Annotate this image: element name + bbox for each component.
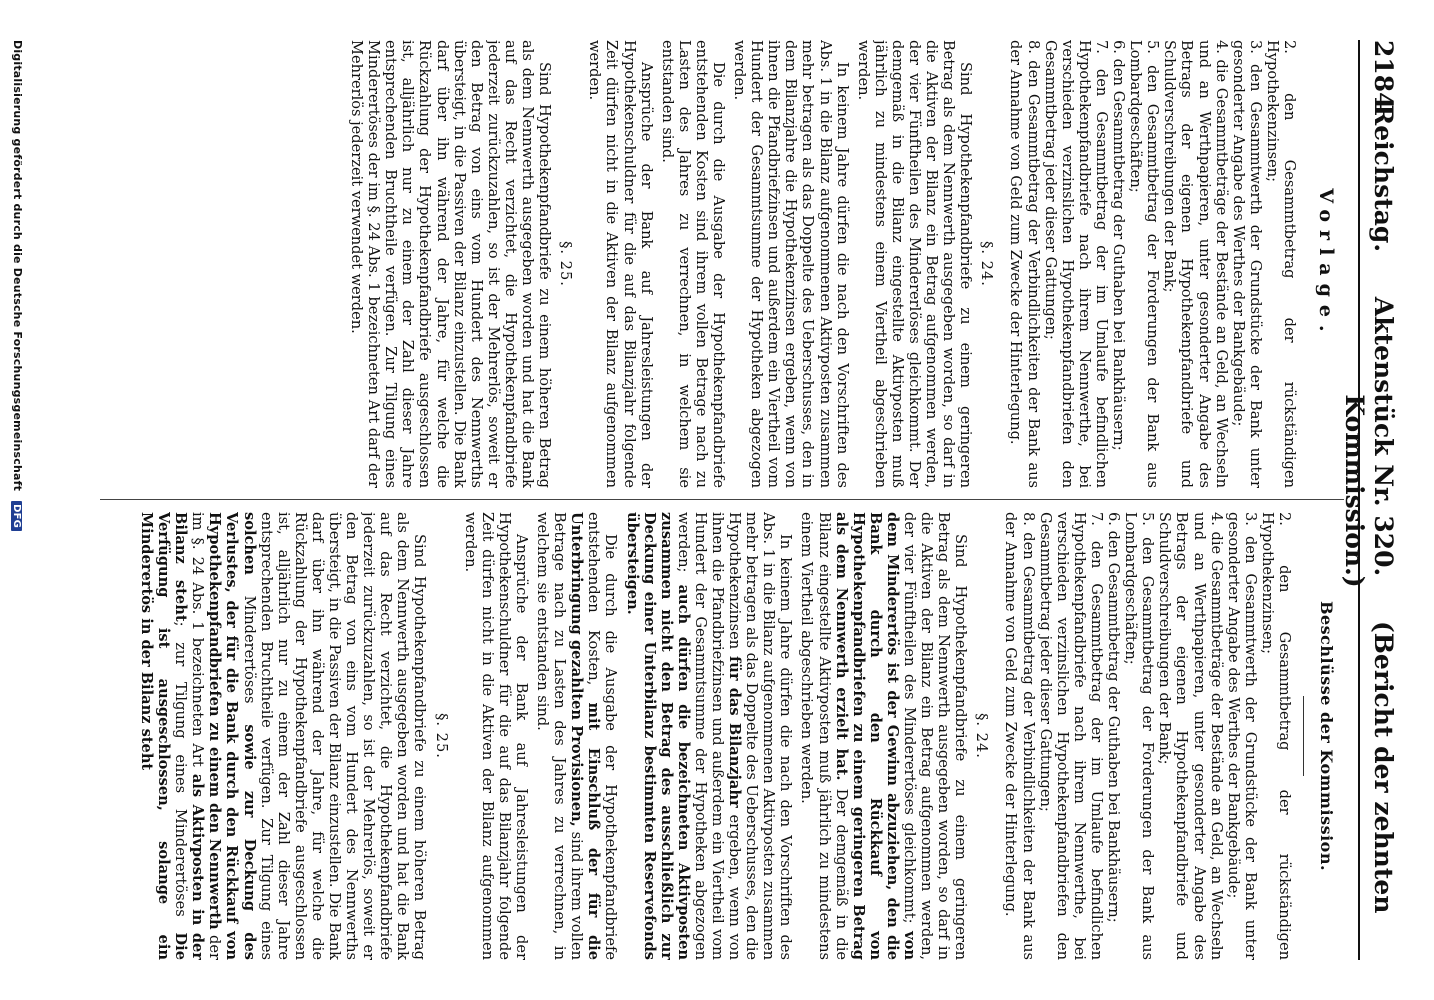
item-list-left bbox=[1007, 40, 1298, 488]
text-run: Minderertöses bbox=[240, 574, 258, 725]
list-item: 3. den Gesammtwerth der Grundstücke der Bank unter gesonderter Angabe des Werthes der Bankgebäude; bbox=[1224, 512, 1259, 960]
header-parliament: Reichstag. bbox=[1369, 104, 1398, 253]
digitization-note bbox=[11, 40, 24, 531]
amendment-text: von dem Minderertös ist der Gewinn abzuziehen, den die Bank durch den Rückkauf von Hypothekenpfandbriefen zu einem geringeren Betrag als dem Nennwerth erzielt hat. bbox=[832, 512, 919, 960]
amendment-text: auch dürfen die bezeichneten Aktivposten zusammen nicht den Betrag des ausschließlich zur Deckung einer Unterbilanz bestimmten Reservefonds übersteigen. bbox=[623, 512, 692, 960]
amendment-text: solchen bbox=[240, 512, 258, 575]
list-item: 8. den Gesammtbetrag der Verbindlichkeiten der Bank aus der Annahme von Geld zum Zwecke der Hinterlegung. bbox=[1007, 40, 1042, 488]
column-beschluesse bbox=[60, 512, 1344, 960]
section-title: §. 25. bbox=[557, 241, 575, 287]
list-item: 5. den Gesammtbetrag der Forderungen der Bank aus Lombardgeschäften; bbox=[1127, 40, 1162, 488]
list-item: 5. den Gesammtbetrag der Forderungen der Bank aus Lombardgeschäften; bbox=[1122, 512, 1157, 960]
page-number: 2184 bbox=[1369, 40, 1398, 110]
column-divider bbox=[100, 499, 1344, 500]
header-document: Aktenstück Nr. 320. bbox=[1369, 296, 1398, 577]
text-run: der im §. 24 Abs. 1 bezeichneten Art bbox=[189, 512, 224, 960]
amendment-text: als Aktivposten in der Bilanz steht bbox=[172, 512, 207, 960]
header-report-note: (Bericht der zehnten Kommission.) bbox=[1340, 394, 1398, 914]
list-item: 2. den Gesammtbetrag der rückständigen Hypothekenzinsen; bbox=[1263, 40, 1298, 488]
list-item: 6. den Gesammtbetrag der Guthaben bei Bankhäusern; bbox=[1110, 40, 1128, 451]
section-title: §. 24. bbox=[973, 713, 991, 759]
list-item: 4. die Gesammtbeträge der Bestände an Geld, an Wechseln und an Werthpapieren, unter gesonderter Angabe des Betrags der eigenen Hypothekenpfandbriefe und Schuldverschreibungen der Bank; bbox=[1161, 40, 1230, 488]
text-run: sind ihrem vollen Betrage nach zu Lasten des Jahres zu verrechnen, in welchem sie entstanden sind. bbox=[534, 512, 586, 960]
paragraph bbox=[623, 512, 794, 960]
digitization-text: Digitalisierung gefördert durch die Deutsche Forschungsgemeinschaft bbox=[11, 40, 24, 492]
list-item: 8. den Gesammtbetrag der Verbindlichkeiten der Bank aus der Annahme von Geld zum Zwecke der Hinterlegung. bbox=[1002, 512, 1037, 960]
paragraph: Die durch die Ausgabe der Hypothekenpfandbriefe entstehenden Kosten sind ihrem vollen Betrage nach zu Lasten des Jahres zu verrechnen, in welchem sie entstanden sind. bbox=[658, 40, 727, 488]
text-run: ergeben, wenn von ihnen die Pfandbriefzinsen und außerdem ein Viertheil vom Hundert der Gesammtsumme der Hypotheken abgezogen werden; bbox=[674, 512, 744, 960]
dfg-logo: DFG bbox=[11, 501, 22, 531]
column-heading-beschluesse: Beschlüsse der Kommission. bbox=[1317, 600, 1336, 872]
paragraph: In keinem Jahre dürfen die nach den Vorschriften des Abs. 1 in die Bilanz aufgenommenen Aktivposten zusammen mehr betragen als das Doppelte des Ueberschusses, den in dem Bilanzjahre die Hypothekenzinsen ergeben, wenn von ihnen die Pfandbriefzinsen und außerdem ein Viertheil vom Hundert der Gesammtsumme der Hypotheken abgezogen werden. bbox=[731, 40, 851, 488]
text-run: Der demgemäß in die Bilanz eingestellte Aktivposten muß jährlich zu mindestens einem Viertheil abgeschrieben werden. bbox=[798, 512, 850, 960]
amendment-text: für das Bilanzjahr bbox=[726, 655, 744, 808]
paragraph bbox=[138, 512, 429, 960]
section-title: §. 24. bbox=[978, 241, 996, 287]
list-item: 7. den Gesammtbetrag der im Umlaufe befindlichen Hypothekenpfandbriefe nach ihrem Nennwerthe, bei verschieden verzinslichen Hypothekenpfandbriefen den Gesammtbetrag jeder dieser Gattungen; bbox=[1041, 40, 1110, 488]
heading-rule bbox=[1303, 696, 1304, 776]
paragraph: Sind Hypothekenpfandbriefe zu einem geringeren Betrag als dem Nennwerth ausgegeben worden, so darf in die Aktiven der Bilanz ein Betrag aufgenommen werden, der vier Fünftheilen des Mindererlöses gleichkommt. Der demgemäß in die Bilanz eingestellte Aktivposten muß jährlich zu mindestens einem Viertheil abgeschrieben werden. bbox=[854, 40, 975, 488]
text-run: Sind Hypothekenpfandbriefe zu einem höheren Betrag als dem Nennwerth ausgegeben worden und hat die Bank auf das Recht verzichtet, die Hypothekenpfandbriefe jederzeit zurückzuzahlen, so ist der Mehrerlös, soweit er den Betrag von eins vom Hundert des Nennwerths übersteigt, in die Passiven der Bilanz einzustellen. Die Bank darf über ihn während der Jahre, für welche die Rückzahlung der Hypothekenpfandbriefe ausgeschlossen ist, alljährlich nur zu einem der Zahl dieser Jahre entsprechenden Bruchtheile verfügen. Zur Tilgung eines bbox=[257, 512, 429, 960]
list-item: 6. den Gesammtbetrag der Guthaben bei Bankhäusern; bbox=[1105, 512, 1123, 923]
list-item: 7. den Gesammtbetrag der im Umlaufe befindlichen Hypothekenpfandbriefe nach ihrem Nennwerthe, bei verschieden verzinslichen Hypothekenpfandbriefen den Gesammtbetrag jeder dieser Gattungen; bbox=[1036, 512, 1105, 960]
paragraph: Sind Hypothekenpfandbriefe zu einem höheren Betrag als dem Nennwerth ausgegeben worden und hat die Bank auf das Recht verzichtet, die Hypothekenpfandbriefe jederzeit zurückzuzahlen, so ist der Mehrerlös, soweit er den Betrag von eins vom Hundert des Nennwerths übersteigt, in die Passiven der Bilanz einzustellen. Die Bank darf über ihn während der Jahre, für welche die Rückzahlung der Hypothekenpfandbriefe ausgeschlossen ist, alljährlich nur zu einem der Zahl dieser Jahre entsprechenden Bruchtheile verfügen. Zur Tilgung eines Minderertöses der im §. 24 Abs. 1 bezeichneten Art darf der Mehrerlös jederzeit verwendet werden. bbox=[348, 40, 554, 488]
amendment-text: sowie zur Deckung des Verlustes, der für die Bank durch den Rückkauf von Hypothekenpfandbriefen zu einem den Nennwerth bbox=[206, 512, 258, 960]
list-item: 2. den Gesammtbetrag der rückständigen Hypothekenzinsen; bbox=[1258, 512, 1293, 960]
text-run: In keinem Jahre dürfen die nach den Vorschriften des Abs. 1 in die Bilanz aufgenommenen Aktivposten zusammen mehr betragen als das Doppelte des Ueberschusses, den die Hypothekenzinsen bbox=[726, 512, 795, 960]
paragraph bbox=[798, 512, 969, 960]
text-run: ; zur Tilgung eines Minderertöses bbox=[172, 621, 190, 933]
text-run: Sind Hypothekenpfandbriefe zu einem geringeren Betrag als dem Nennwerth ausgegeben worden, so darf in die Aktiven der Bilanz ein Betrag aufgenommen werden, der vier Fünftheilen des Minderertöses gleichkommt; bbox=[901, 512, 970, 960]
text-run: Die durch die Ausgabe der Hypothekenpfandbriefe entstehenden Kosten, bbox=[585, 512, 620, 960]
amendment-text: mit Einschluß der für die Unterbringung gezahlten Provisionen, bbox=[568, 512, 603, 960]
column-heading-vorlage: Vorlage. bbox=[1315, 188, 1337, 340]
amendment-text: Die Verfügung ist ausgeschlossen, solange ein Minderertös in der Bilanz steht bbox=[138, 512, 190, 960]
column-vorlage bbox=[60, 40, 1344, 488]
list-item: 3. den Gesammtwerth der Grundstücke der Bank unter gesonderter Angabe des Werthes der Bankgebäude; bbox=[1229, 40, 1264, 488]
paragraph: Ansprüche der Bank auf Jahresleistungen der Hypothekenschuldner für die auf das Bilanzjahr folgende Zeit dürfen nicht in die Aktiven der Bilanz aufgenommen werden. bbox=[586, 40, 655, 488]
item-list-right bbox=[1002, 512, 1293, 960]
section-title: §. 25. bbox=[432, 713, 450, 759]
page-header bbox=[1340, 40, 1402, 960]
paragraph bbox=[534, 512, 619, 960]
paragraph: Ansprüche der Bank auf Jahresleistungen der Hypothekenschuldner für die auf das Bilanzjahr folgende Zeit dürfen nicht in die Aktiven der Bilanz aufgenommen werden. bbox=[461, 512, 530, 960]
list-item: 4. die Gesammtbeträge der Bestände an Geld, an Wechseln und an Werthpapieren, unter gesonderter Angabe des Betrags der eigenen Hypothekenpfandbriefe und Schuldverschreibungen der Bank; bbox=[1156, 512, 1225, 960]
